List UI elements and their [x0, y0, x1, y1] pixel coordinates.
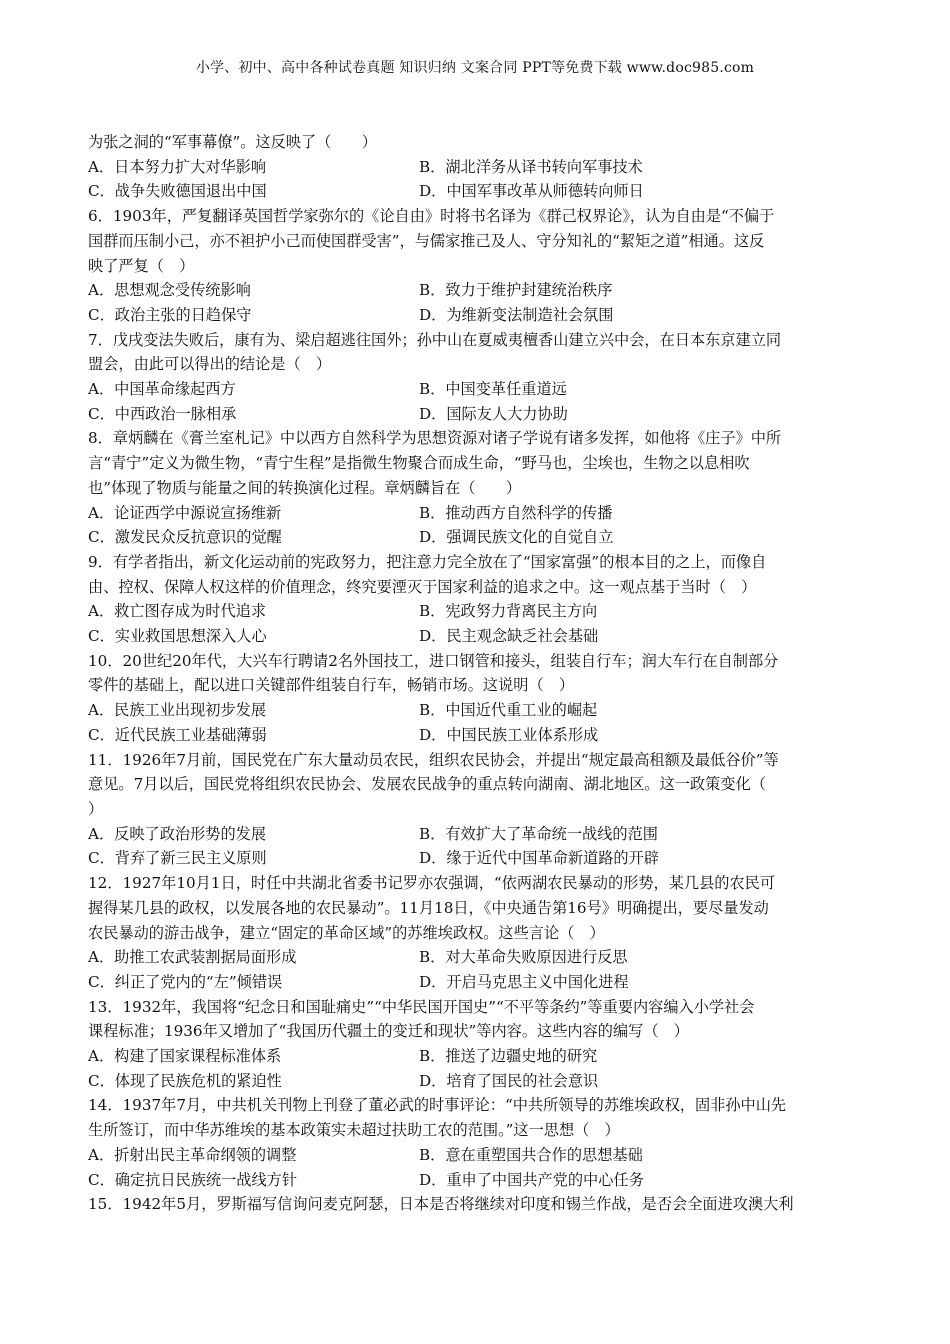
options-row — [88, 525, 864, 550]
answer-option: D．国际友人大力协助 — [419, 404, 568, 423]
answer-option: D．中国军事改革从师德转向师日 — [419, 182, 644, 201]
answer-option: A．构建了国家课程标准体系 — [88, 1047, 282, 1066]
answer-option: D．培育了国民的社会意识 — [419, 1071, 599, 1090]
answer-option: D．中国民族工业体系形成 — [419, 725, 599, 744]
options-row — [88, 179, 864, 204]
answer-option: C．纠正了党内的“左”倾错误 — [88, 972, 283, 991]
question-block — [88, 748, 864, 872]
answer-option: C．政治主张的日趋保守 — [88, 305, 252, 324]
answer-option: B．意在重塑国共合作的思想基础 — [419, 1145, 643, 1164]
answer-option: D．民主观念缺乏社会基础 — [419, 627, 599, 646]
answer-option: B．宪政努力背离民主方向 — [419, 602, 598, 621]
options-row — [88, 945, 864, 970]
options-row — [88, 155, 864, 180]
answer-option: D．开启马克思主义中国化进程 — [419, 972, 629, 991]
question-stem-line: 映了严复（ ） — [88, 256, 195, 275]
answer-option: D．强调民族文化的自觉自立 — [419, 528, 614, 547]
question-stem-line: 也”体现了物质与能量之间的转换演化过程。章炳麟旨在（ ） — [88, 478, 522, 497]
answer-option: A．中国革命缘起西方 — [88, 380, 236, 399]
question-block — [88, 1192, 864, 1217]
question-stem-line: 课程标准；1936年又增加了“我国历代疆土的变迁和现状”等内容。这些内容的编写（ ） — [88, 1022, 689, 1041]
answer-option: B．中国近代重工业的崛起 — [419, 701, 598, 720]
options-row — [88, 1168, 864, 1193]
question-stem-line: 为张之洞的“军事幕僚”。这反映了（ ） — [88, 133, 377, 151]
answer-option: C．体现了民族危机的紧迫性 — [88, 1071, 282, 1090]
question-block — [88, 995, 864, 1094]
question-stem-line: 零件的基础上，配以进口关键部件组装自行车，畅销市场。这说明（ ） — [88, 676, 574, 695]
options-row — [88, 377, 864, 402]
options-row — [88, 822, 864, 847]
question-stem-line: 12．1927年10月1日，时任中共湖北省委书记罗亦农强调，“依两湖农民暴动的形势，某几县的农民可 — [88, 874, 776, 893]
question-block — [88, 649, 864, 748]
answer-option: D．为维新变法制造社会氛围 — [419, 305, 614, 324]
options-row — [88, 1143, 864, 1168]
exam-content — [88, 130, 864, 1217]
answer-option: D．缘于近代中国革命新道路的开辟 — [419, 849, 659, 868]
options-row — [88, 1044, 864, 1069]
answer-option: C．确定抗日民族统一战线方针 — [88, 1170, 298, 1189]
question-block — [88, 550, 864, 649]
answer-option: C．近代民族工业基础薄弱 — [88, 725, 267, 744]
question-stem-line: 11．1926年7月前，国民党在广东大量动员农民，组织农民协会，并提出“规定最高租额及最低谷价”等 — [88, 750, 779, 769]
question-stem-line: 农民暴动的游击战争，建立“固定的革命区域”的苏维埃政权。这些言论（ ） — [88, 923, 605, 942]
question-stem-line: 10．20世纪20年代，大兴车行聘请2名外国技工，进口钢管和接头，组装自行车；润大车行在自制部分 — [88, 651, 779, 670]
question-block — [88, 426, 864, 550]
answer-option: A．日本努力扩大对华影响 — [88, 157, 267, 176]
question-stem-line: 言“青宁”定义为微生物，“青宁生程”是指微生物聚合而成生命，“野马也，尘埃也，生物之以息相吹 — [88, 454, 750, 473]
page-header: 小学、初中、高中各种试卷真题 知识归纳 文案合同 PPT等免费下载 www.doc985.com — [195, 60, 755, 76]
question-stem-line: 意见。7月以后，国民党将组织农民协会、发展农民战争的重点转向湖南、湖北地区。这一政策变化（ — [88, 775, 766, 794]
answer-option: A．救亡图存成为时代追求 — [88, 602, 267, 621]
answer-option: C．背弃了新三民主义原则 — [88, 849, 267, 868]
question-block — [88, 1093, 864, 1192]
answer-option: B．推送了边疆史地的研究 — [419, 1047, 598, 1066]
answer-option: A．助推工农武装割据局面形成 — [88, 948, 297, 967]
question-stem-line: 握得某几县的政权，以发展各地的农民暴动”。11月18日，《中央通告第16号》明确提出，要尽量发动 — [88, 898, 769, 917]
answer-option: B．致力于维护封建统治秩序 — [419, 281, 613, 300]
question-stem-line: 8．章炳麟在《膏兰室札记》中以西方自然科学为思想资源对诸子学说有诸多发挥，如他将《庄子》中所 — [88, 429, 782, 448]
answer-option: B．有效扩大了革命统一战线的范围 — [419, 824, 658, 843]
question-stem-line: 国群而压制小己，亦不袒护小己而使国群受害”，与儒家推己及人、守分知礼的“絜矩之道”相通。这反 — [88, 231, 765, 250]
options-row — [88, 970, 864, 995]
question-stem-line: 生所签订，而中华苏维埃的基本政策实未超过扶助工农的范围。”这一思想（ ） — [88, 1121, 620, 1140]
answer-option: A．反映了政治形势的发展 — [88, 824, 267, 843]
question-block — [88, 871, 864, 995]
options-row — [88, 624, 864, 649]
answer-option: D．重申了中国共产党的中心任务 — [419, 1170, 644, 1189]
options-row — [88, 846, 864, 871]
question-stem-line: ） — [88, 799, 104, 818]
answer-option: C．激发民众反抗意识的觉醒 — [88, 528, 282, 547]
answer-option: C．实业救国思想深入人心 — [88, 627, 267, 646]
question-stem-line: 9．有学者指出，新文化运动前的宪政努力，把注意力完全放在了“国家富强”的根本目的之上，而像自 — [88, 552, 767, 571]
answer-option: B．推动西方自然科学的传播 — [419, 503, 613, 522]
question-block — [88, 204, 864, 328]
answer-option: C．中西政治一脉相承 — [88, 404, 237, 423]
answer-option: B．湖北洋务从译书转向军事技术 — [419, 157, 643, 176]
answer-option: A．思想观念受传统影响 — [88, 281, 251, 300]
question-stem-line: 7．戊戌变法失败后，康有为、梁启超逃往国外；孙中山在夏威夷檀香山建立兴中会，在日本东京建立同 — [88, 330, 782, 349]
answer-option: B．中国变革任重道远 — [419, 380, 567, 399]
answer-option: B．对大革命失败原因进行反思 — [419, 948, 628, 967]
options-row — [88, 278, 864, 303]
options-row — [88, 402, 864, 427]
options-row — [88, 723, 864, 748]
question-block — [88, 328, 864, 427]
question-stem-line: 6．1903年，严复翻译英国哲学家弥尔的《论自由》时将书名译为《群己权界论》，认为自由是“不偏于 — [88, 207, 775, 226]
answer-option: A．民族工业出现初步发展 — [88, 701, 267, 720]
options-row — [88, 1069, 864, 1094]
question-stem-line: 由、控权、保障人权这样的价值理念，终究要湮灭于国家利益的追求之中。这一观点基于当时（ ） — [88, 577, 757, 596]
question-block — [88, 130, 864, 204]
options-row — [88, 501, 864, 526]
answer-option: A．折射出民主革命纲领的调整 — [88, 1145, 297, 1164]
answer-option: A．论证西学中源说宣扬维新 — [88, 503, 282, 522]
answer-option: C．战争失败德国退出中国 — [88, 182, 267, 201]
question-stem-line: 盟会，由此可以得出的结论是（ ） — [88, 355, 331, 374]
question-stem-line: 15．1942年5月，罗斯福写信询问麦克阿瑟，日本是否将继续对印度和锡兰作战，是否会全面进攻澳大利 — [88, 1195, 794, 1214]
question-stem-line: 14．1937年7月，中共机关刊物上刊登了董必武的时事评论：“中共所领导的苏维埃政权，固非孙中山先 — [88, 1096, 787, 1115]
question-stem-line: 13．1932年，我国将“纪念日和国耻痛史”“中华民国开国史”“不平等条约”等重要内容编入小学社会 — [88, 997, 755, 1016]
options-row — [88, 303, 864, 328]
options-row — [88, 698, 864, 723]
options-row — [88, 599, 864, 624]
